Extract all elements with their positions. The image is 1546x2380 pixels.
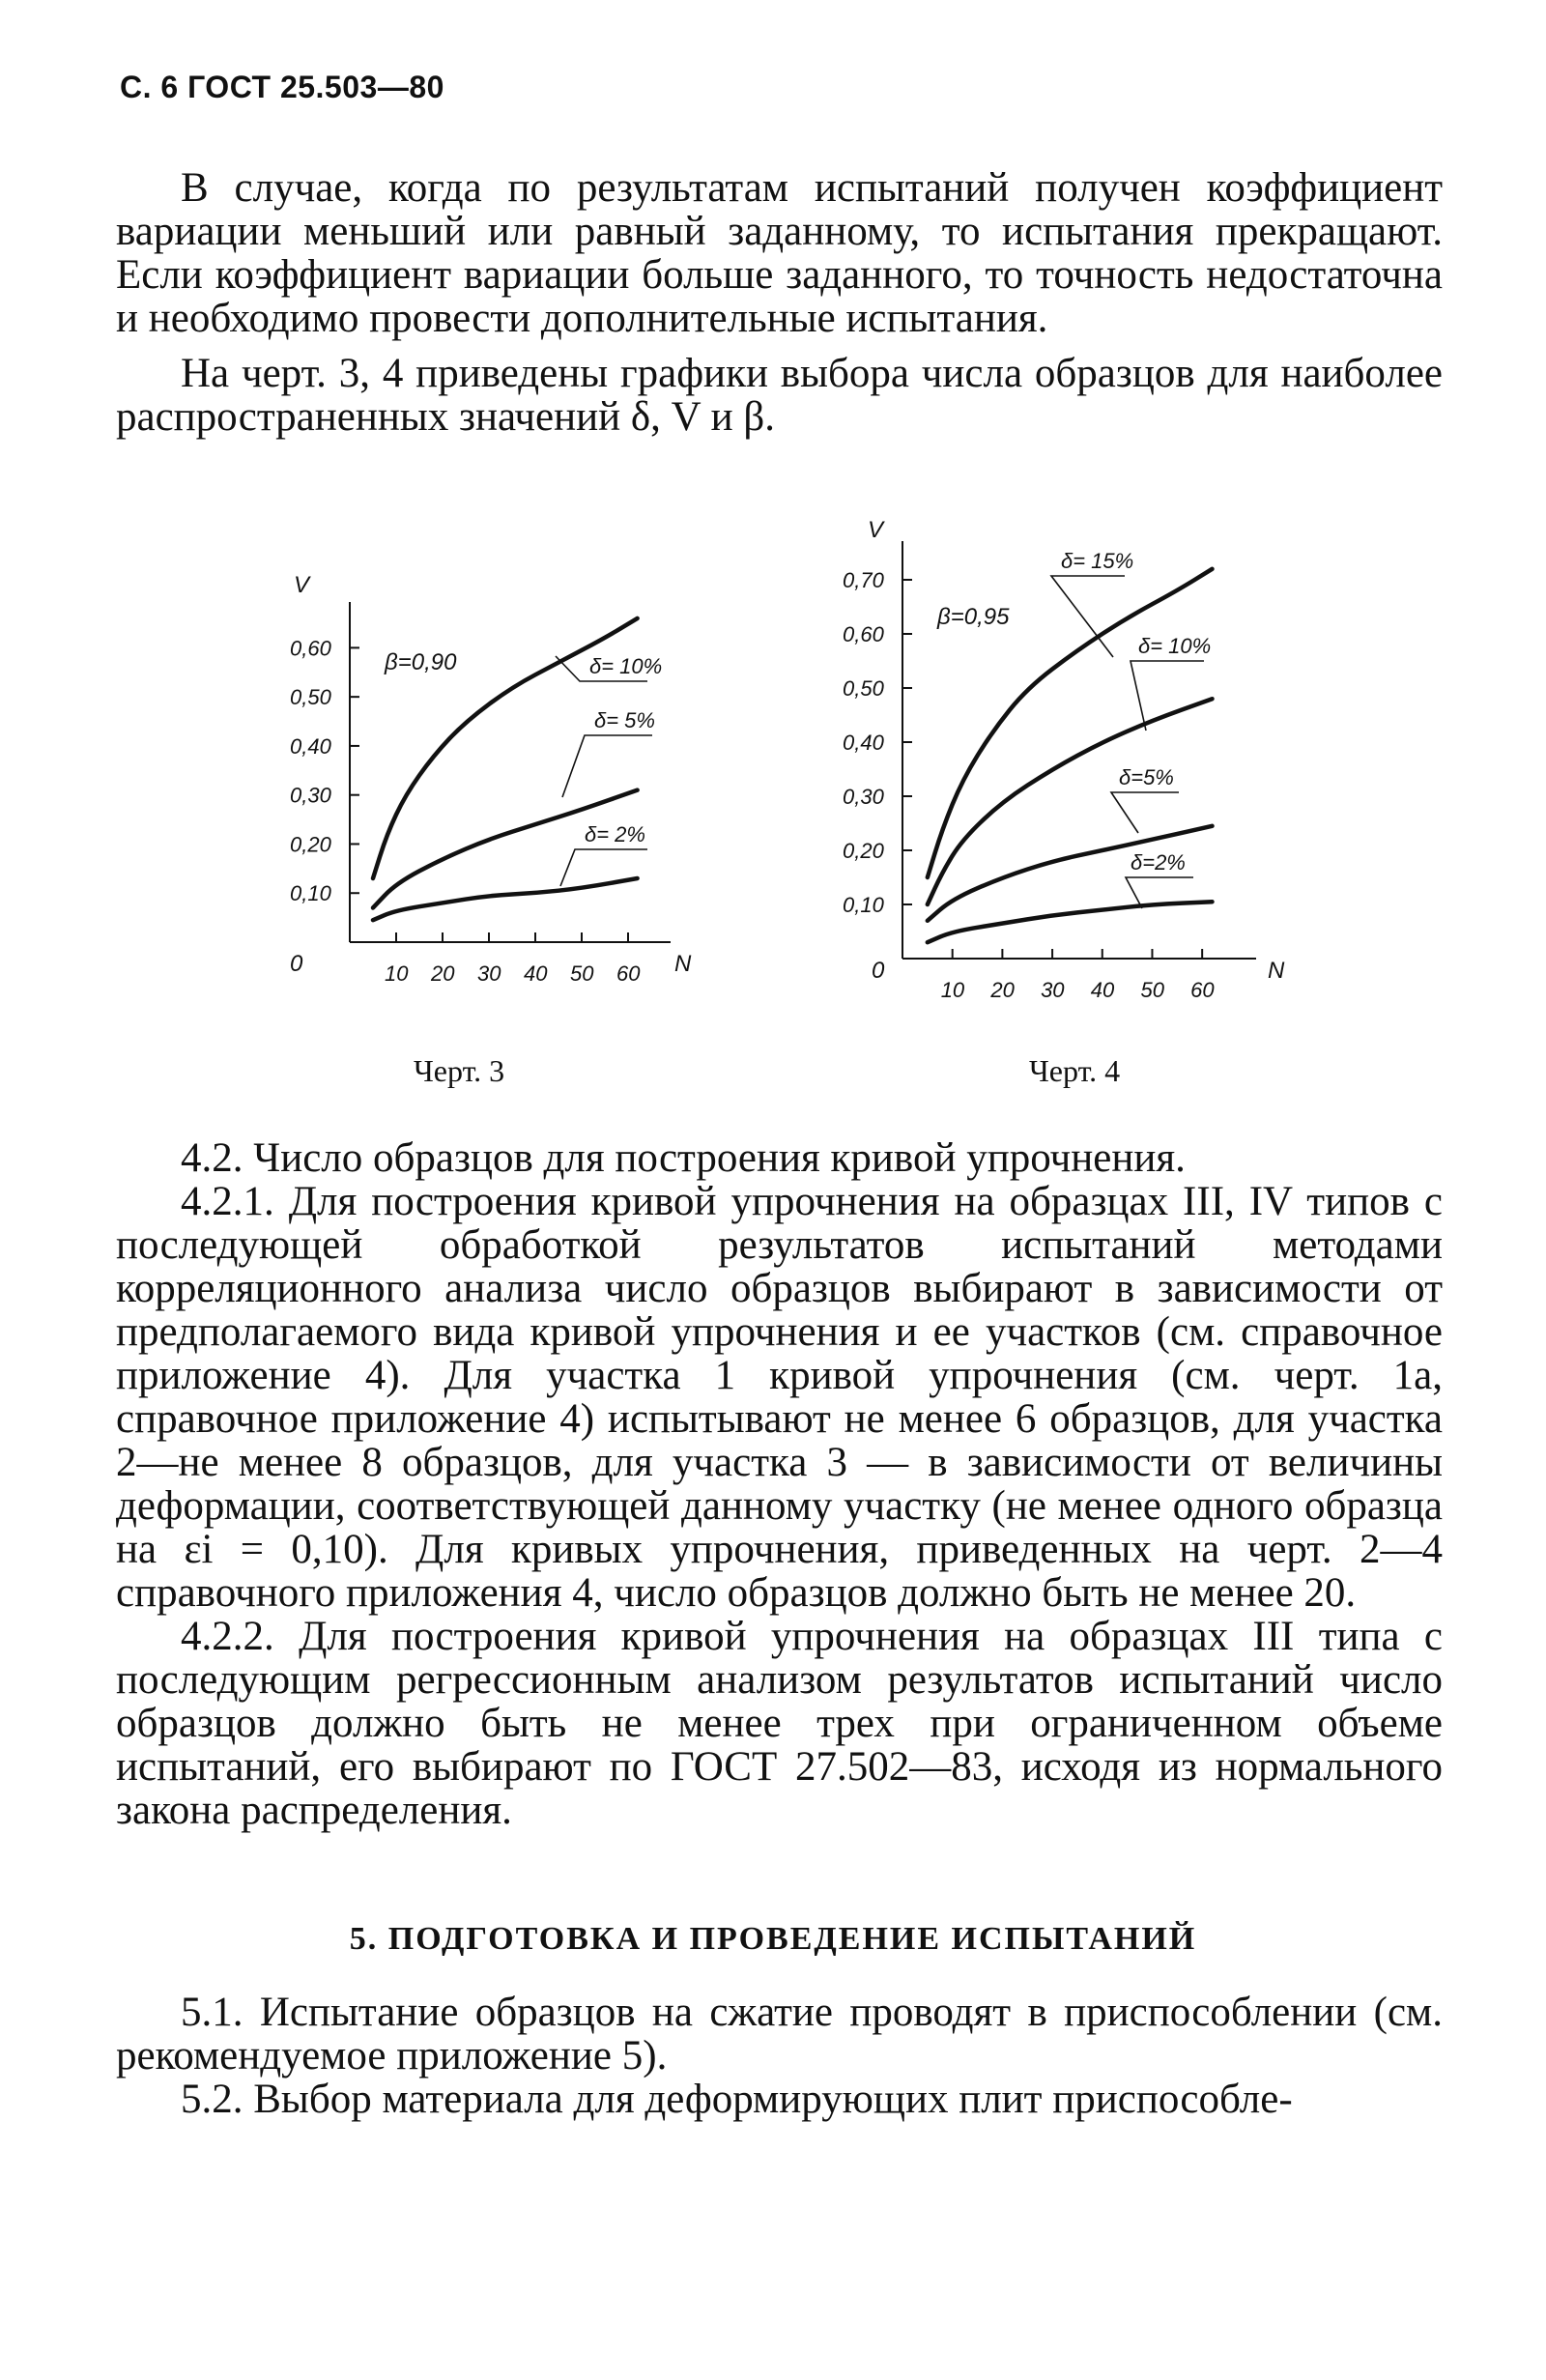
origin-label: 0 — [290, 951, 303, 977]
chart-4 — [831, 512, 1295, 1002]
label-leader — [1111, 792, 1179, 833]
y-tick-label: 0,30 — [843, 785, 884, 809]
beta-annotation: β=0,90 — [385, 649, 457, 675]
y-tick-label: 0,50 — [843, 676, 884, 701]
series-label: δ= 5% — [594, 708, 655, 732]
series-label: δ=2% — [1131, 850, 1186, 875]
series-label: δ= 10% — [589, 654, 663, 678]
x-tick-label: 60 — [1190, 978, 1215, 1002]
y-tick-label: 0,70 — [843, 568, 884, 592]
x-axis-label: N — [1268, 958, 1285, 984]
x-tick-label: 30 — [477, 961, 501, 986]
label-leader — [562, 735, 652, 797]
y-tick-label: 0,10 — [290, 881, 331, 906]
x-tick-label: 40 — [524, 961, 548, 986]
paragraph: 4.2.1. Для построения кривой упрочнения на образцах III, IV типов с последующей обработкой результатов испытаний методами корреляционного анализа число образцов выбирают в зависимости от предполагаемого вида кривой упрочнения и ее участков (см. справочное приложение 4). Для участка 1 кривой упрочнения (см. черт. 1а, справочное приложение 4) испытывают не менее 6 образцов, для участка 2—не менее 8 образцов, для участка 3 — в зависимости от величины деформации, соответствующей данному участку (не менее одного образца на εi = 0,10). Для кривых упрочнения, приведенных на черт. 2—4 справочного приложения 4, число образцов должно быть не менее 20. — [116, 1179, 1443, 1616]
paragraph: 5.1. Испытание образцов на сжатие проводят в приспособлении (см. рекомендуемое приложение 5). — [116, 1990, 1443, 2079]
series-label: δ= 10% — [1138, 634, 1212, 658]
label-leader — [1131, 661, 1204, 731]
section-4-2 — [116, 1136, 1443, 1832]
page-header: С. 6 ГОСТ 25.503—80 — [120, 70, 444, 104]
series-label: δ= 2% — [585, 822, 645, 846]
y-tick-label: 0,50 — [290, 685, 331, 710]
y-tick-label: 0,40 — [290, 733, 331, 759]
paragraph: 4.2. Число образцов для построения кривой упрочнения. — [181, 1135, 1186, 1181]
paragraph: На черт. 3, 4 приведены графики выбора числа образцов для наиболее распространенных значений δ, V и β. — [116, 351, 1443, 440]
chart-3-caption: Черт. 3 — [414, 1053, 505, 1088]
x-tick-label: 50 — [570, 961, 594, 986]
x-tick-label: 20 — [431, 961, 455, 986]
series-curve — [928, 902, 1213, 942]
y-axis-label: V — [294, 572, 310, 598]
paragraph: В случае, когда по результатам испытаний получен коэффициент вариации меньший или равный заданному, то испытания прекращают. Если коэффициент вариации больше заданного, то точность недостаточна и необходимо провести дополнительные испытания. — [116, 165, 1443, 341]
x-tick-label: 10 — [940, 978, 965, 1002]
chart-4-caption: Черт. 4 — [1029, 1053, 1121, 1088]
series-label: δ= 15% — [1061, 549, 1134, 573]
y-tick-label: 0,20 — [843, 839, 884, 863]
y-tick-label: 0,10 — [843, 893, 884, 917]
series-curve — [373, 878, 638, 920]
y-axis-label: V — [868, 517, 884, 543]
y-tick-label: 0,60 — [290, 636, 331, 661]
y-tick-label: 0,60 — [843, 622, 884, 646]
chart-3 — [261, 565, 705, 990]
paragraph: 5.2. Выбор материала для деформирующих плит приспособле- — [181, 2077, 1293, 2122]
x-tick-label: 30 — [1041, 978, 1065, 1002]
x-tick-label: 60 — [616, 961, 641, 986]
y-tick-label: 0,20 — [290, 832, 331, 857]
x-tick-label: 20 — [990, 978, 1015, 1002]
paragraph: 4.2.2. Для построения кривой упрочнения на образцах III типа с последующим регрессионным анализом результатов испытаний число образцов должно быть не менее трех при ограниченном объеме испытаний, его выбирают по ГОСТ 27.502—83, исходя из нормального закона распределения. — [116, 1614, 1443, 1833]
series-label: δ=5% — [1119, 765, 1174, 789]
y-tick-label: 0,30 — [290, 783, 331, 808]
section-5 — [116, 1991, 1443, 2121]
section-5-title: 5. ПОДГОТОВКА И ПРОВЕДЕНИЕ ИСПЫТАНИЙ — [349, 1921, 1197, 1957]
intro-text — [116, 166, 1443, 439]
x-tick-label: 10 — [385, 961, 409, 986]
beta-annotation: β=0,95 — [937, 604, 1010, 630]
x-tick-label: 50 — [1140, 978, 1164, 1002]
y-tick-label: 0,40 — [843, 731, 884, 755]
x-axis-label: N — [674, 951, 692, 977]
origin-label: 0 — [872, 958, 885, 984]
x-tick-label: 40 — [1090, 978, 1115, 1002]
